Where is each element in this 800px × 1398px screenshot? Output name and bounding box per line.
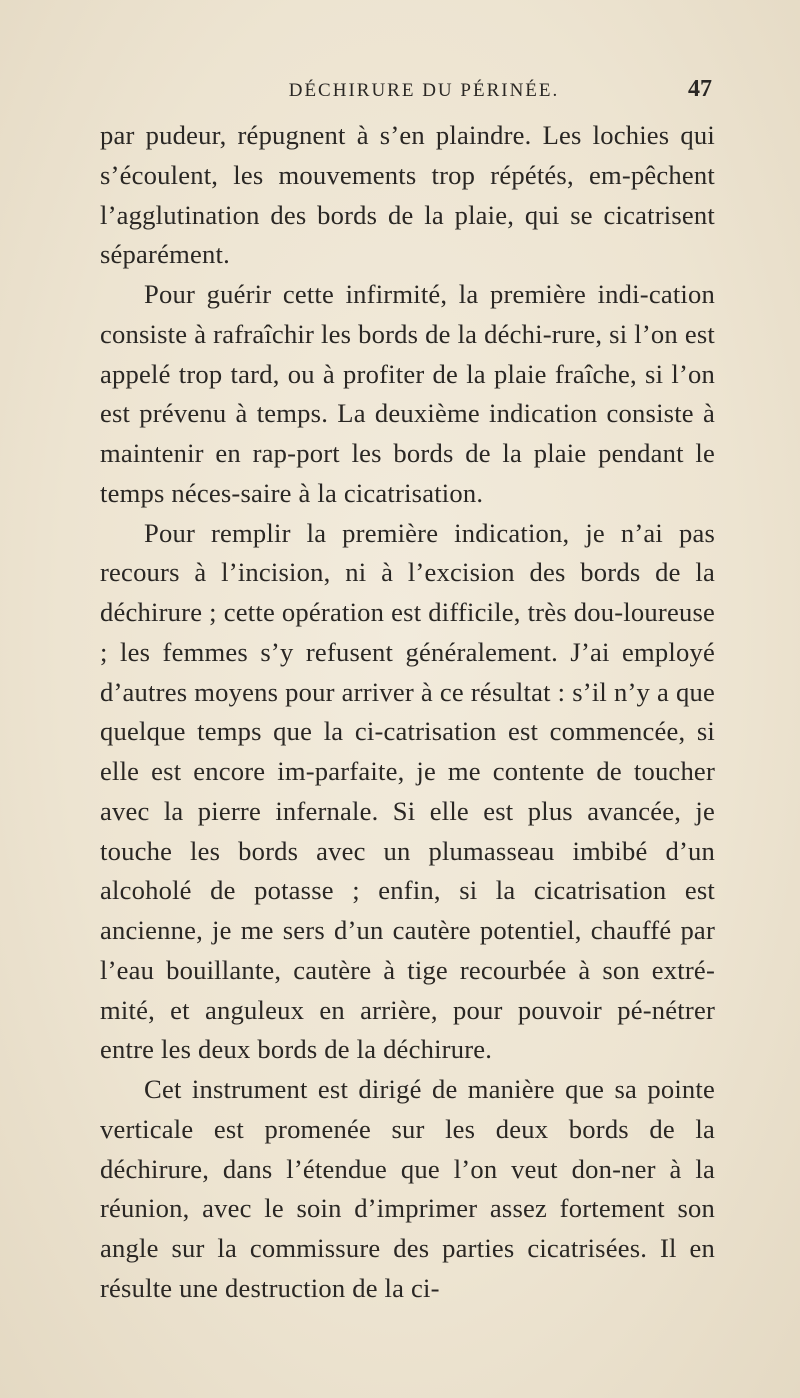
page-number: 47 (688, 76, 712, 102)
paragraph-continuation: par pudeur, répugnent à s’en plaindre. Les lochies qui s’écoulent, les mouvements trop répétés, em-pêchent l’agglutination des bords de la plaie, qui se cicatrisent séparément. (100, 120, 715, 270)
paragraph-instrument: Cet instrument est dirigé de manière que sa pointe verticale est promenée sur les deux bords de la déchirure, dans l’étendue que l’on veut don-ner à la réunion, avec le soin d’imprimer assez fortement son angle sur la commissure des parties cicatrisées. Il en résulte une destruction de la ci- (100, 1074, 715, 1303)
running-title: DÉCHIRURE DU PÉRINÉE. (288, 80, 560, 101)
body-text (100, 116, 715, 1309)
paragraph-first-indication: Pour remplir la première indication, je n’ai pas recours à l’incision, ni à l’excision des bords de la déchirure ; cette opération est difficile, très dou-loureuse ; les femmes s’y refusent généralement. J’ai employé d’autres moyens pour arriver à ce résultat : s’il n’y a que quelque temps que la ci-catrisation est commencée, si elle est encore im-parfaite, je me contente de toucher avec la pierre infernale. Si elle est plus avancée, je touche les bords avec un plumasseau imbibé d’un alcoholé de potasse ; enfin, si la cicatrisation est ancienne, je me sers d’un cautère potentiel, chauffé par l’eau bouillante, cautère à tige recourbée à son extré-mité, et anguleux en arrière, pour pouvoir pé-nétrer entre les deux bords de la déchirure. (100, 517, 715, 1065)
paragraph-treatment-indications: Pour guérir cette infirmité, la première indi-cation consiste à rafraîchir les bords de la déchi-rure, si l’on est appelé trop tard, ou à profiter de la plaie fraîche, si l’on est prévenu à temps. La deuxième indication consiste à maintenir en rap-port les bords de la plaie pendant le temps néces-saire à la cicatrisation. (100, 279, 715, 508)
page-header (96, 74, 712, 106)
